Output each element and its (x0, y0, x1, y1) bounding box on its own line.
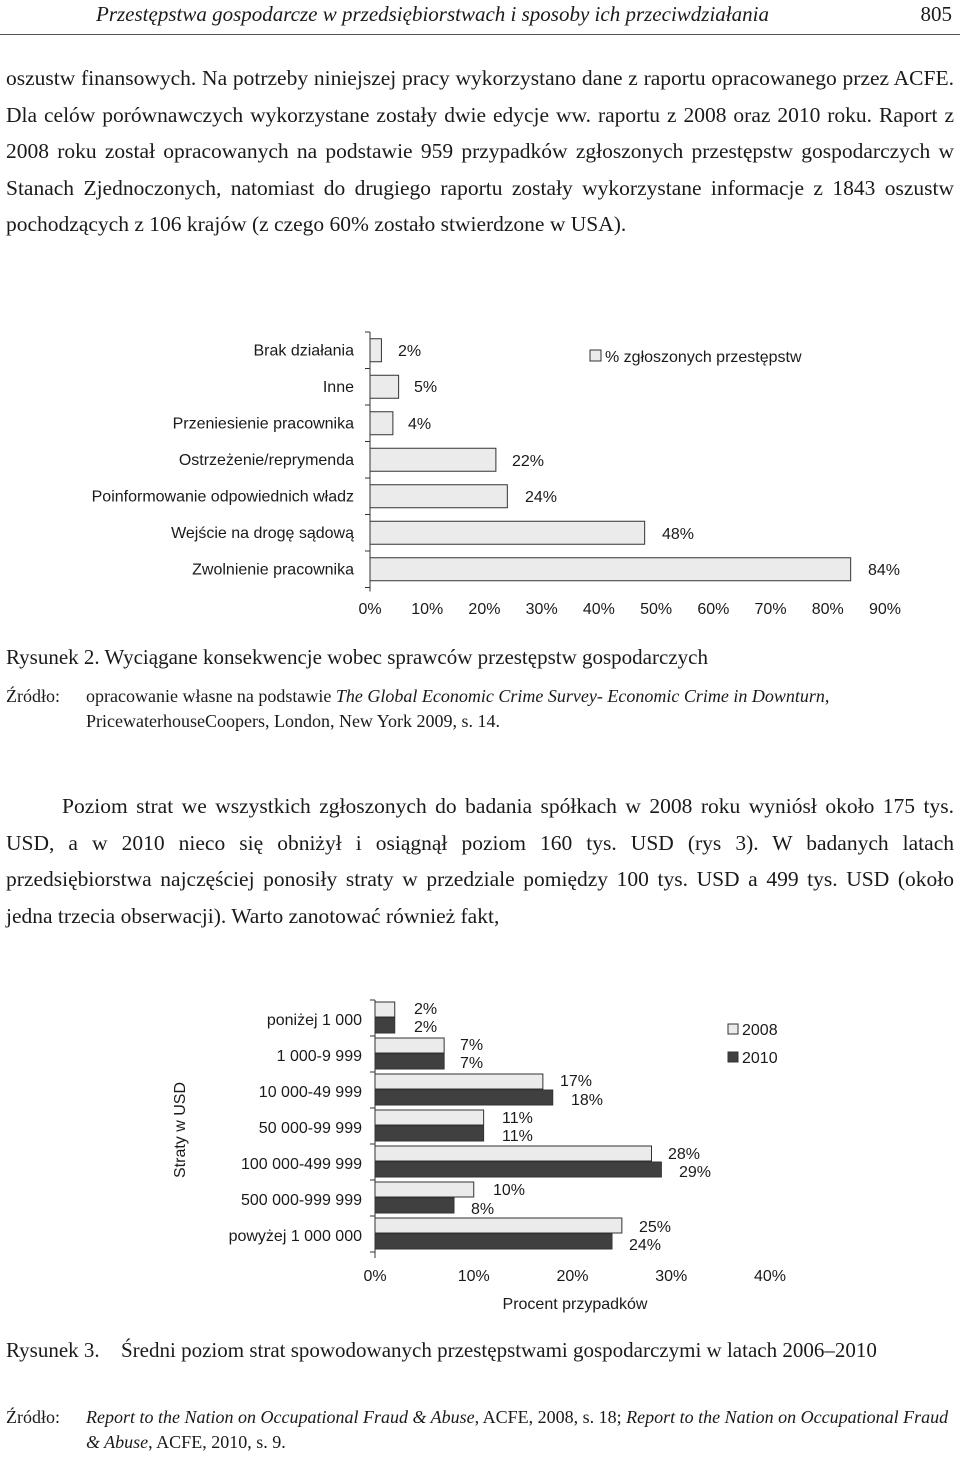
bar-2010 (375, 1090, 553, 1105)
legend-label-2010: 2010 (742, 1050, 778, 1067)
figure-2-source (6, 684, 954, 736)
category-label: Inne (322, 378, 354, 396)
x-tick-label: 20% (556, 1268, 589, 1285)
figure-2-caption-text: Wyciągane konsekwencje wobec sprawców przestępstw gospodarczych (104, 645, 708, 669)
data-label-2008: 28% (668, 1146, 701, 1163)
x-tick-label: 60% (697, 601, 730, 618)
figure-2-source-label: Źródło: (6, 686, 60, 706)
data-label: 5% (414, 379, 438, 396)
x-tick-label: 70% (754, 601, 787, 618)
x-tick-label: 90% (868, 601, 902, 618)
category-label: 100 000-499 999 (241, 1156, 362, 1173)
data-label: 22% (512, 453, 545, 470)
bar-2008 (375, 1182, 474, 1197)
data-label: 4% (408, 416, 432, 433)
data-label-2010: 11% (502, 1128, 533, 1145)
category-label: powyżej 1 000 000 (228, 1228, 362, 1245)
data-label-2010: 2% (414, 1019, 438, 1036)
data-label-2008: 2% (414, 1001, 438, 1018)
legend-swatch (590, 350, 601, 361)
data-label-2010: 18% (571, 1092, 604, 1109)
running-title: Przestępstwa gospodarcze w przedsiębiorstwach i sposoby ich przeciwdziałania (96, 2, 769, 26)
bar-2008 (375, 1002, 395, 1017)
figure-2-source-text (86, 684, 954, 734)
category-label: Poinformowanie odpowiednich władz (91, 488, 354, 506)
bar-2008 (375, 1074, 543, 1089)
data-label-2008: 11% (502, 1110, 533, 1127)
data-label: 24% (525, 489, 558, 506)
category-label: Zwolnienie pracownika (192, 561, 354, 579)
category-label: 500 000-999 999 (241, 1192, 362, 1209)
figure-2-caption-label: Rysunek 2. (6, 645, 100, 669)
bar (370, 375, 399, 398)
x-tick-label: 10% (457, 1268, 490, 1285)
figure-2-source-plain-1: opracowanie własne na podstawie (86, 686, 336, 706)
bar-2010 (375, 1054, 444, 1069)
figure-2-source-plain-2: , PricewaterhouseCoopers, London, New York 2009, s. 14. (86, 686, 830, 731)
running-header (0, 0, 960, 35)
data-label-2010: 24% (629, 1237, 662, 1254)
legend-label-2008: 2008 (742, 1022, 778, 1039)
figure-3-source-label: Źródło: (6, 1407, 60, 1427)
bar (370, 339, 381, 362)
bar-2010 (375, 1018, 395, 1033)
bar-2008 (375, 1110, 484, 1125)
data-label: 84% (868, 562, 901, 579)
x-tick-label: 50% (640, 601, 673, 618)
data-label: 48% (662, 526, 695, 543)
category-label: poniżej 1 000 (266, 1012, 362, 1029)
category-label: Wejście na drogę sądową (171, 524, 354, 542)
x-tick-label: 80% (811, 601, 844, 618)
body-paragraph-2: Poziom strat we wszystkich zgłoszonych do badania spółkach w 2008 roku wyniósł około 175 tys. USD, a w 2010 nieco się obniżył i osiągnął poziom 160 tys. USD (rys 3). W badanych latach przedsiębiorstwa najczęściej ponosiły straty w przedziale pomiędzy 100 tys. USD a 499 tys. USD (około jedna trzecia obserwacji). Warto zanotować również fakt, (6, 794, 954, 928)
figure-2-chart (0, 320, 960, 640)
page-number: 805 (920, 2, 952, 26)
bar-2010 (375, 1198, 454, 1213)
bar-2010 (375, 1126, 484, 1141)
category-label: 50 000-99 999 (258, 1120, 362, 1137)
data-label-2008: 25% (639, 1219, 672, 1236)
legend-swatch-2008 (728, 1024, 738, 1034)
x-tick-label: 40% (753, 1268, 787, 1285)
figure-3-source-plain-1: , ACFE, 2008, s. 18; (474, 1407, 627, 1427)
data-label-2010: 29% (679, 1164, 712, 1181)
body-paragraph-1: oszustw finansowych. Na potrzeby niniejszej pracy wykorzystano dane z raportu opracowanego przez ACFE. Dla celów porównawczych wykorzystane zostały dwie edycje ww. raportu z 2008 oraz 2010 roku. Raport z 2008 roku został opracowanych na podstawie 959 przypadków zgłoszonych przestępstw gospodarczych w Stanach Zjednoczonych, natomiast do drugiego raportu zostały wykorzystane informacje z 1843 oszustw pochodzących z 106 krajów (z czego 60% zostało stwierdzone w USA). (6, 66, 954, 236)
bar-2008 (375, 1146, 652, 1161)
data-label-2010: 7% (460, 1055, 484, 1072)
bar-2008 (375, 1218, 622, 1233)
data-label-2008: 10% (493, 1182, 526, 1199)
bar-2008 (375, 1038, 444, 1053)
figure-2-source-title: The Global Economic Crime Survey- Economic Crime in Downturn (335, 686, 825, 706)
figure-3-source-plain-2: , ACFE, 2010, s. 9. (148, 1432, 286, 1452)
x-tick-label: 30% (655, 1268, 688, 1285)
x-tick-label: 0% (358, 601, 382, 618)
figure-3-caption-text: Średni poziom strat spowodowanych przestępstwami gospodarczymi w latach 2006–2010 (121, 1338, 877, 1362)
bar (370, 485, 507, 508)
data-label-2008: 7% (460, 1037, 484, 1054)
figure-3-caption (6, 1336, 954, 1396)
y-axis-title: Straty w USD (172, 1081, 189, 1179)
bar (370, 448, 496, 471)
x-axis-title: Procent przypadków (502, 1296, 648, 1313)
figure-2-caption (6, 643, 954, 671)
category-label: 10 000-49 999 (258, 1084, 362, 1101)
category-label: Brak działania (253, 342, 354, 360)
data-label-2008: 17% (560, 1073, 593, 1090)
category-label: 1 000-9 999 (276, 1048, 362, 1065)
x-tick-label: 0% (363, 1268, 387, 1285)
figure-3-source-title-2: Report to the Nation on Occupational Fraud & Abuse (86, 1407, 949, 1452)
category-label: Przeniesienie pracownika (172, 415, 354, 433)
bar-2010 (375, 1234, 612, 1249)
category-label: Ostrzeżenie/reprymenda (178, 451, 354, 469)
bar (370, 558, 851, 581)
bar-2010 (375, 1162, 661, 1177)
x-tick-label: 40% (582, 601, 615, 618)
figure-3-source-text (86, 1405, 954, 1455)
x-tick-label: 30% (525, 601, 558, 618)
bar (370, 521, 645, 544)
data-label: 2% (398, 343, 422, 360)
figure-3-caption-label: Rysunek 3. (6, 1338, 100, 1362)
legend-swatch-2010 (728, 1052, 738, 1062)
figure-3-chart (0, 990, 960, 1320)
legend-label: % zgłoszonych przestępstw (605, 349, 802, 366)
x-tick-label: 10% (411, 601, 444, 618)
x-tick-label: 20% (468, 601, 501, 618)
figure-3-source (6, 1405, 954, 1457)
figure-3-source-title-1: Report to the Nation on Occupational Fraud & Abuse (86, 1407, 475, 1427)
bar (370, 412, 393, 435)
data-label-2010: 8% (471, 1201, 495, 1218)
